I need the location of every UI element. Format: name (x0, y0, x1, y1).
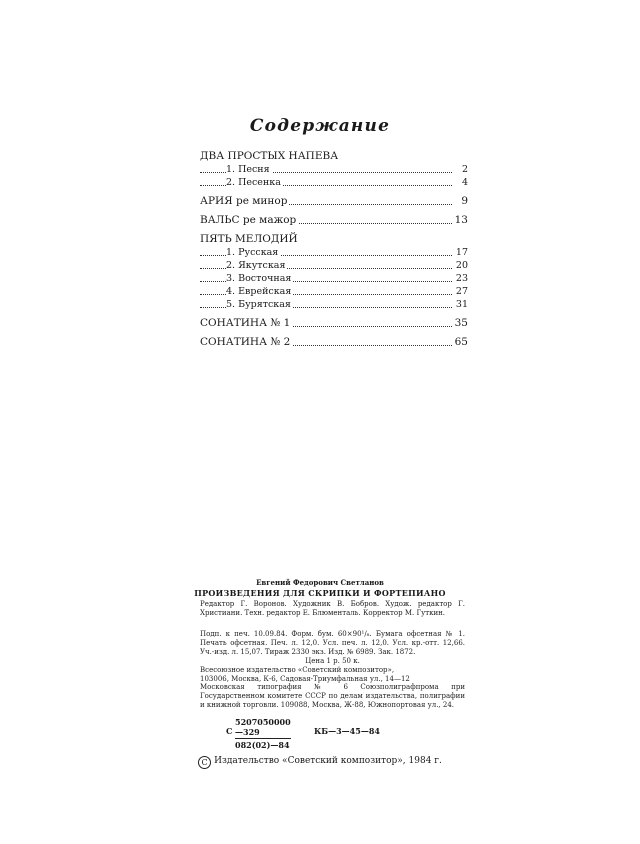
toc-entry-page: 35 (454, 317, 468, 329)
toc-entry (200, 214, 468, 227)
toc-entry-page: 31 (455, 299, 468, 310)
toc-entry (200, 163, 468, 176)
imprint-author: Евгений Федорович Светланов (256, 578, 384, 587)
toc-entry-page: 23 (455, 273, 468, 284)
toc-entry-title: ПЯТЬ МЕЛОДИЙ (200, 233, 298, 245)
imprint-publisher (200, 666, 465, 684)
catalog-letter: С (226, 726, 233, 736)
toc-entry-page: 65 (454, 336, 468, 348)
copyright-icon: С (198, 756, 211, 769)
copyright-text: Издательство «Советский композитор», 1984 г. (214, 756, 442, 766)
toc-entry-title: 2. Песенка (226, 177, 281, 188)
toc-entry-page: 2 (461, 164, 468, 175)
toc-entry (200, 285, 468, 298)
toc-entry-title: 1. Песня (226, 164, 270, 175)
catalog-denominator: 082(02)—84 (235, 740, 290, 750)
toc-entry-title: СОНАТИНА № 1 (200, 317, 291, 329)
catalog-fraction (235, 717, 291, 750)
toc-entry-page: 27 (455, 286, 468, 297)
toc-entry-page: 9 (461, 195, 468, 207)
toc-entry (200, 246, 468, 259)
toc-entry (200, 336, 468, 349)
publisher-name: Всесоюзное издательство «Советский композитор», (200, 666, 395, 674)
toc-entry (200, 176, 468, 189)
toc-entry-title: 5. Бурятская (226, 299, 291, 310)
imprint-print-details (200, 630, 465, 666)
toc-entry-title: СОНАТИНА № 2 (200, 336, 291, 348)
price: Цена 1 р. 50 к. (305, 657, 360, 665)
toc-entry (200, 272, 468, 285)
toc-entry-title: 3. Восточная (226, 273, 292, 284)
toc-entry (200, 233, 468, 246)
toc-entry-title: 4. Еврейская (226, 286, 292, 297)
toc-entry-page: 17 (455, 247, 468, 258)
toc-entry (200, 150, 468, 163)
toc-entry-page: 13 (454, 214, 468, 226)
print-details-text: Подп. к печ. 10.09.84. Форм. бум. 60×90¹/₈. Бумага офсетная № 1. Печать офсетная. Печ. л. 12,0. Усл. печ. л. 12,0. Усл. кр.-отт. 12,66. Уч.-изд. л. 15,07. Тираж 2330 экз. Изд. № 6989. Зак. 1872. (200, 630, 465, 656)
toc-entry (200, 317, 468, 330)
publisher-address: 103006, Москва, К-6, Садовая-Триумфальная ул., 14—12 (200, 675, 410, 683)
toc-entry (200, 298, 468, 311)
table-of-contents (200, 150, 468, 349)
toc-entry-page: 4 (461, 177, 468, 188)
catalog-numerator: 5207050000—329 (235, 717, 291, 737)
toc-entry (200, 195, 468, 208)
toc-entry-title: АРИЯ ре минор (200, 195, 288, 207)
toc-entry-title: ВАЛЬС ре мажор (200, 214, 297, 226)
toc-entry-page: 20 (455, 260, 468, 271)
catalog-code: КБ—3—45—84 (314, 726, 380, 736)
toc-entry-title: 2. Якутская (226, 260, 286, 271)
toc-entry-title: 1. Русская (226, 247, 279, 258)
imprint-work-title: ПРОИЗВЕДЕНИЯ ДЛЯ СКРИПКИ И ФОРТЕПИАНО (194, 588, 446, 598)
imprint-typography: Московская типография № 6 Союзполиграфпрома при Государственном комитете СССР по делам издательства, полиграфии и книжной торговли. 109088, Москва, Ж-88, Южнопортовая ул., 24. (200, 683, 465, 709)
toc-title: Содержание (249, 116, 391, 136)
copyright-line (0, 756, 640, 769)
imprint-editors: Редактор Г. Воронов. Художник В. Бобров. Худож. редактор Г. Христиани. Техн. редактор Е. Блюменталь. Корректор М. Гуткин. (200, 600, 465, 617)
toc-entry (200, 259, 468, 272)
toc-entry-title: ДВА ПРОСТЫХ НАПЕВА (200, 150, 339, 162)
